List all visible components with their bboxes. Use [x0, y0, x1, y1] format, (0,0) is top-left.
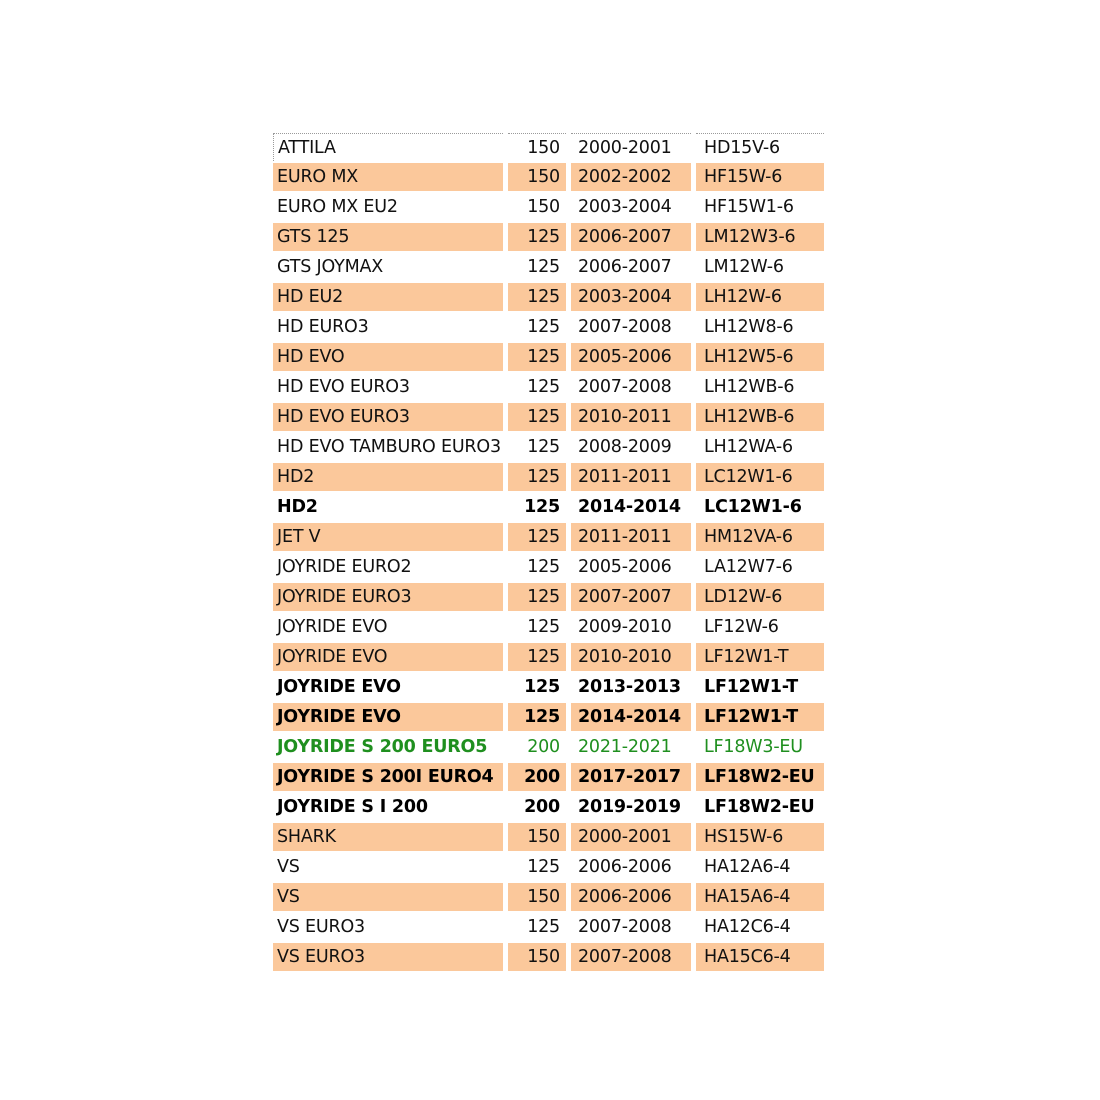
model-cell: JOYRIDE EURO2	[277, 557, 412, 577]
part-code-cell: HA15C6-4	[696, 943, 824, 971]
model-cell: JOYRIDE S I 200	[277, 797, 428, 817]
years-cell: 2007-2008	[571, 943, 691, 971]
table-row	[273, 552, 829, 582]
part-code-cell: LH12WB-6	[704, 377, 795, 397]
years-cell: 2017-2017	[571, 763, 691, 791]
years-cell: 2008-2009	[578, 437, 672, 457]
displacement-cell: 125	[508, 463, 566, 491]
model-cell: JOYRIDE EURO3	[273, 583, 503, 611]
years-cell: 2011-2011	[571, 523, 691, 551]
displacement-cell: 125	[508, 223, 566, 251]
years-cell: 2010-2010	[571, 643, 691, 671]
table-row	[273, 132, 829, 162]
years-cell: 2014-2014	[578, 497, 681, 517]
model-cell: HD EVO	[273, 343, 503, 371]
part-code-cell: LH12WA-6	[704, 437, 793, 457]
part-code-cell: LF12W-6	[704, 617, 779, 637]
years-cell: 2011-2011	[571, 463, 691, 491]
displacement-cell: 150	[508, 163, 566, 191]
model-cell: GTS 125	[273, 223, 503, 251]
part-code-cell: LF12W1-T	[704, 677, 798, 697]
model-cell: HD EU2	[273, 283, 503, 311]
years-cell: 2014-2014	[571, 703, 691, 731]
table-row	[273, 312, 829, 342]
part-code-cell: HA12C6-4	[704, 917, 791, 937]
table-row	[273, 162, 829, 192]
table-row	[273, 402, 829, 432]
displacement-cell: 125	[527, 257, 560, 277]
displacement-cell: 125	[508, 343, 566, 371]
part-code-cell: LM12W3-6	[696, 223, 824, 251]
table-row	[273, 882, 829, 912]
years-cell: 2003-2004	[578, 197, 672, 217]
part-code-cell: LH12W-6	[696, 283, 824, 311]
part-code-cell: HS15W-6	[696, 823, 824, 851]
parts-table	[273, 132, 829, 972]
years-cell: 2003-2004	[571, 283, 691, 311]
table-row	[273, 372, 829, 402]
table-row	[273, 462, 829, 492]
displacement-cell: 200	[524, 797, 560, 817]
model-cell: EURO MX	[273, 163, 503, 191]
displacement-cell: 125	[508, 283, 566, 311]
part-code-cell: LF18W2-EU	[704, 797, 815, 817]
model-cell: VS	[273, 883, 503, 911]
table-row	[273, 792, 829, 822]
displacement-cell: 125	[527, 917, 560, 937]
part-code-cell: LF18W2-EU	[696, 763, 824, 791]
model-cell: VS EURO3	[273, 943, 503, 971]
model-cell: JOYRIDE EVO	[273, 643, 503, 671]
table-row	[273, 522, 829, 552]
part-code-cell: LH12W5-6	[696, 343, 824, 371]
part-code-cell: LF18W3-EU	[704, 737, 803, 757]
displacement-cell: 150	[508, 133, 566, 161]
years-cell: 2009-2010	[578, 617, 672, 637]
model-cell: JOYRIDE EVO	[273, 703, 503, 731]
years-cell: 2007-2007	[571, 583, 691, 611]
displacement-cell: 125	[524, 677, 560, 697]
displacement-cell: 125	[508, 403, 566, 431]
years-cell: 2010-2011	[571, 403, 691, 431]
years-cell: 2007-2008	[578, 377, 672, 397]
years-cell: 2019-2019	[578, 797, 681, 817]
table-row	[273, 852, 829, 882]
displacement-cell: 125	[527, 317, 560, 337]
table-row	[273, 822, 829, 852]
model-cell: HD EVO EURO3	[273, 403, 503, 431]
displacement-cell: 150	[508, 943, 566, 971]
model-cell: GTS JOYMAX	[277, 257, 384, 277]
part-code-cell: LF12W1-T	[696, 643, 824, 671]
displacement-cell: 125	[527, 557, 560, 577]
displacement-cell: 125	[527, 617, 560, 637]
table-row	[273, 612, 829, 642]
model-cell: ATTILA	[273, 133, 503, 161]
years-cell: 2021-2021	[578, 737, 672, 757]
years-cell: 2006-2006	[578, 857, 672, 877]
part-code-cell: LH12WB-6	[696, 403, 824, 431]
part-code-cell: LC12W1-6	[704, 497, 802, 517]
displacement-cell: 125	[527, 857, 560, 877]
part-code-cell: HA12A6-4	[704, 857, 791, 877]
years-cell: 2000-2001	[571, 133, 691, 161]
part-code-cell: LD12W-6	[696, 583, 824, 611]
displacement-cell: 125	[524, 497, 560, 517]
model-cell: VS EURO3	[277, 917, 365, 937]
model-cell: HD EURO3	[277, 317, 369, 337]
years-cell: 2002-2002	[571, 163, 691, 191]
table-row	[273, 942, 829, 972]
model-cell: JOYRIDE S 200I EURO4	[273, 763, 503, 791]
model-cell: JET V	[273, 523, 503, 551]
model-cell: HD EVO EURO3	[277, 377, 410, 397]
model-cell: JOYRIDE EVO	[277, 617, 388, 637]
table-row	[273, 582, 829, 612]
table-row	[273, 192, 829, 222]
model-cell: VS	[277, 857, 300, 877]
model-cell: SHARK	[273, 823, 503, 851]
table-row	[273, 282, 829, 312]
part-code-cell: LH12W8-6	[704, 317, 794, 337]
displacement-cell: 125	[508, 643, 566, 671]
part-code-cell: LF12W1-T	[696, 703, 824, 731]
table-row	[273, 642, 829, 672]
part-code-cell: LM12W-6	[704, 257, 784, 277]
years-cell: 2007-2008	[578, 917, 672, 937]
table-row	[273, 222, 829, 252]
displacement-cell: 200	[508, 763, 566, 791]
part-code-cell: HM12VA-6	[696, 523, 824, 551]
years-cell: 2005-2006	[578, 557, 672, 577]
years-cell: 2006-2006	[571, 883, 691, 911]
table-row	[273, 762, 829, 792]
years-cell: 2013-2013	[578, 677, 681, 697]
years-cell: 2005-2006	[571, 343, 691, 371]
model-cell: JOYRIDE S 200 EURO5	[277, 737, 488, 757]
displacement-cell: 150	[527, 197, 560, 217]
displacement-cell: 150	[508, 883, 566, 911]
table-row	[273, 912, 829, 942]
displacement-cell: 125	[508, 703, 566, 731]
table-row	[273, 672, 829, 702]
table-row	[273, 492, 829, 522]
part-code-cell: LC12W1-6	[696, 463, 824, 491]
displacement-cell: 150	[508, 823, 566, 851]
displacement-cell: 125	[527, 377, 560, 397]
table-row	[273, 252, 829, 282]
model-cell: HD EVO TAMBURO EURO3	[277, 437, 501, 457]
part-code-cell: LA12W7-6	[704, 557, 793, 577]
displacement-cell: 125	[527, 437, 560, 457]
part-code-cell: HF15W-6	[696, 163, 824, 191]
model-cell: JOYRIDE EVO	[277, 677, 401, 697]
table-row	[273, 702, 829, 732]
part-code-cell: HA15A6-4	[696, 883, 824, 911]
years-cell: 2000-2001	[571, 823, 691, 851]
part-code-cell: HF15W1-6	[704, 197, 794, 217]
part-code-cell: HD15V-6	[696, 133, 824, 161]
displacement-cell: 125	[508, 583, 566, 611]
displacement-cell: 125	[508, 523, 566, 551]
table-row	[273, 732, 829, 762]
years-cell: 2006-2007	[578, 257, 672, 277]
model-cell: HD2	[273, 463, 503, 491]
model-cell: EURO MX EU2	[277, 197, 398, 217]
table-row	[273, 432, 829, 462]
years-cell: 2006-2007	[571, 223, 691, 251]
table-row	[273, 342, 829, 372]
years-cell: 2007-2008	[578, 317, 672, 337]
displacement-cell: 200	[527, 737, 560, 757]
model-cell: HD2	[277, 497, 318, 517]
